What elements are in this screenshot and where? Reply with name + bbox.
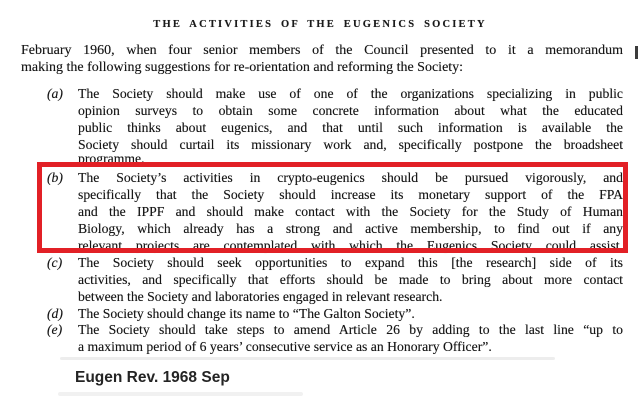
document-title: THE ACTIVITIES OF THE EUGENICS SOCIETY — [153, 19, 487, 30]
item-marker-a: (a) — [47, 86, 63, 101]
list-item-c — [20, 255, 623, 306]
item-line: Society should curtail its missionary work and, specifically postpone the broadsheet — [78, 136, 623, 152]
intro-paragraph — [21, 42, 623, 76]
list-item-e — [20, 322, 623, 356]
item-line: a maximum period of 6 years’ consecutive service as an Honorary Officer”. — [78, 339, 492, 355]
item-line: Biology, which already has a strong and active membership, to find out if any — [78, 221, 623, 237]
list-item-b — [20, 170, 623, 254]
item-line: The Society should change its name to “The Galton Society”. — [78, 305, 415, 321]
intro-line: February 1960, when four senior members of the Council presented to it a memorandum — [21, 43, 623, 58]
item-line: public thinks about eugenics, and that until such information is available the — [78, 119, 623, 135]
list-item-d — [20, 306, 623, 323]
scan-smudge — [58, 392, 303, 396]
item-marker-b: (b) — [47, 170, 63, 186]
item-line: The Society should seek opportunities to expand this [the research] side of its — [78, 254, 623, 270]
item-line: The Society’s activities in crypto-eugenics should be pursued vigorously, and — [78, 170, 623, 186]
item-line: programme. — [78, 150, 145, 166]
scan-artifact — [635, 46, 638, 59]
item-line: opinion surveys to obtain some concrete information about what the educated — [78, 102, 623, 118]
item-line: activities, and specifically that efforts should be made to bring about more contact — [78, 271, 623, 287]
citation: Eugen Rev. 1968 Sep — [75, 369, 230, 386]
item-line: relevant projects are contemplated with which the Eugenics Society could assist. — [78, 238, 623, 254]
scan-smudge — [60, 357, 555, 360]
suggestion-list — [20, 86, 623, 356]
intro-line: making the following suggestions for re-orientation and reforming the Society: — [21, 60, 464, 76]
item-line: The Society should take steps to amend Article 26 by adding to the last line “up to — [78, 322, 623, 338]
item-line: specifically that the Society should increase its monetary support of the FPA — [78, 187, 623, 203]
item-marker-d: (d) — [47, 305, 63, 321]
item-line: The Society should make use of one of the organizations specializing in public — [78, 86, 623, 101]
item-marker-e: (e) — [47, 322, 63, 338]
item-marker-c: (c) — [47, 254, 63, 270]
item-line: between the Society and laboratories engaged in relevant research. — [78, 288, 443, 304]
item-line: and the IPPF and should make contact with the Society for the Study of Human — [78, 204, 623, 220]
list-item-a — [20, 86, 623, 170]
